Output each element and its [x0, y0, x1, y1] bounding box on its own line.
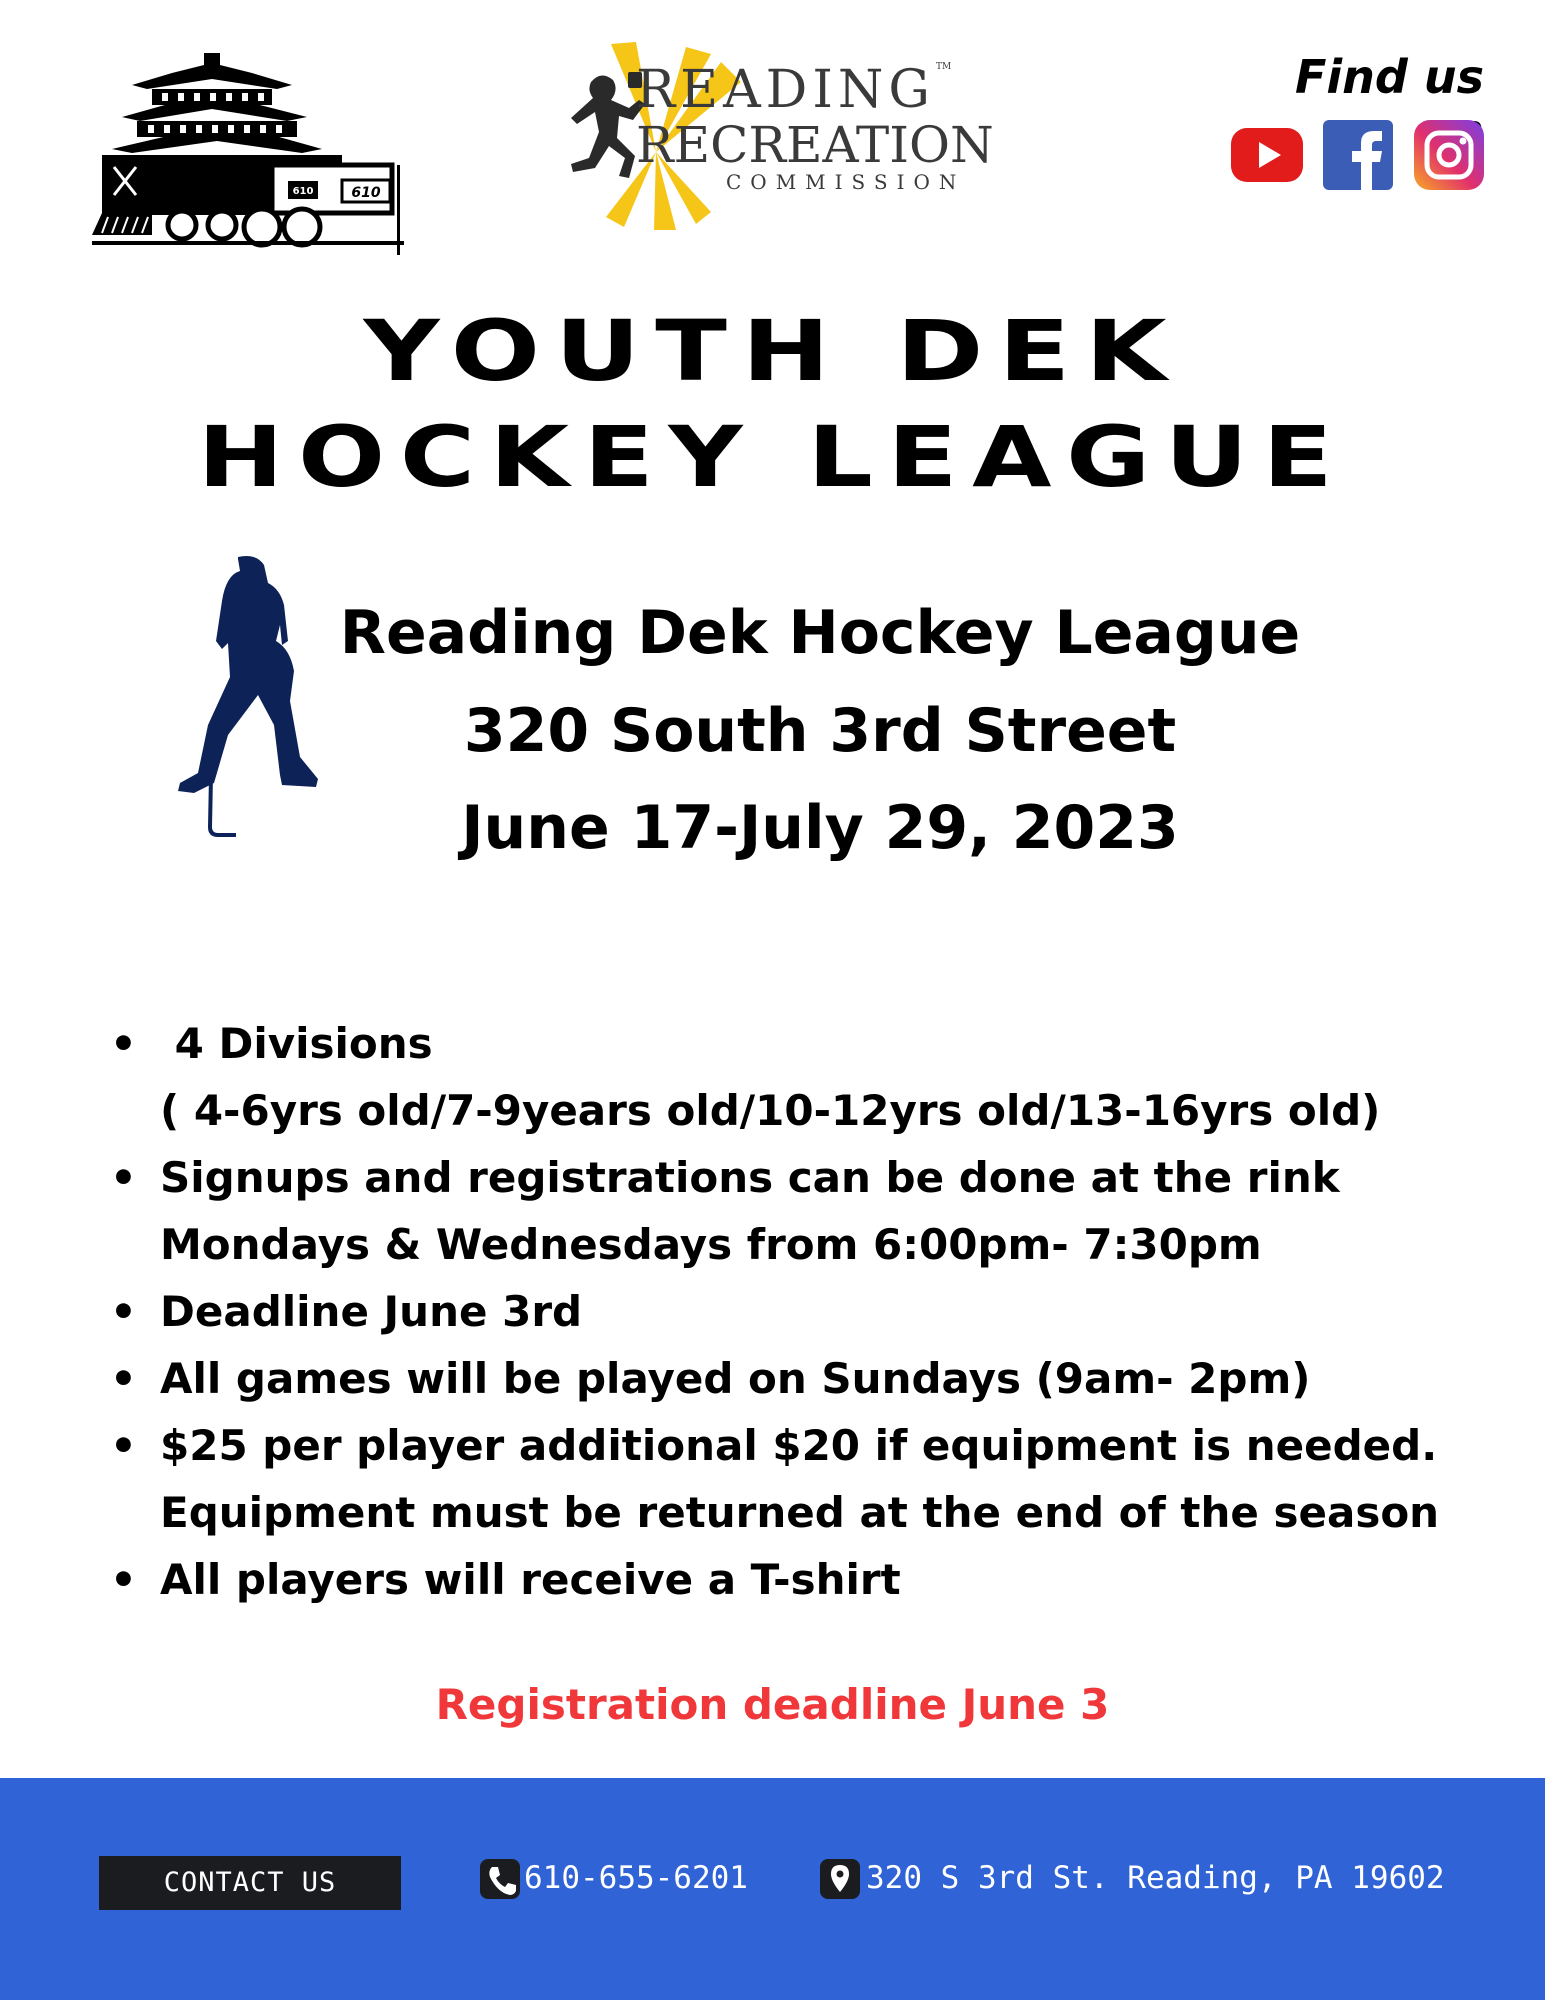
list-item-text: ( 4-6yrs old/7-9years old/10-12yrs old/13-16yrs old) [160, 1086, 1381, 1135]
registration-deadline-note: Registration deadline June 3 [435, 1680, 1110, 1729]
league-name: Reading Dek Hockey League [339, 598, 1301, 668]
logo-word-recreation: RECREATION [636, 116, 994, 174]
list-item-text: Equipment must be returned at the end of the season [160, 1488, 1440, 1537]
list-item [108, 1546, 1488, 1613]
title-line-2: HOCKEY LEAGUE [197, 408, 1348, 506]
list-item-text: • Deadline June 3rd [160, 1287, 583, 1336]
logo-word-reading: READING [636, 60, 935, 120]
reading-recreation-commission-logo [536, 42, 1006, 232]
list-item [108, 1412, 1488, 1546]
footer-address: 320 S 3rd St. Reading, PA 19602 [866, 1860, 1445, 1896]
contact-us-button[interactable]: CONTACT US [99, 1856, 401, 1910]
footer-phone-link[interactable]: 610-655-6201 [524, 1860, 748, 1896]
logo-badge-text: 610 [351, 185, 381, 201]
list-item [108, 1278, 1488, 1345]
list-item [108, 1010, 1488, 1144]
list-item [108, 1345, 1488, 1412]
list-item-text: Mondays & Wednesdays from 6:00pm- 7:30pm [160, 1220, 1262, 1269]
list-item-text: • 4 Divisions [160, 1019, 433, 1068]
youtube-icon[interactable] [1231, 120, 1303, 190]
title-line-1: YOUTH DEK [363, 302, 1182, 400]
logo-badge-text-small: 610 [292, 186, 314, 197]
phone-icon [480, 1859, 520, 1899]
list-item [108, 1144, 1488, 1278]
logo-word-commission: COMMISSION [726, 170, 966, 194]
logo-trademark: TM [936, 62, 952, 72]
list-item-text: • All players will receive a T-shirt [160, 1555, 901, 1604]
league-address: 320 South 3rd Street [463, 696, 1177, 766]
list-item-text: • All games will be played on Sundays (9am- 2pm) [160, 1354, 1311, 1403]
facebook-icon[interactable] [1323, 120, 1393, 190]
list-item-text: • Signups and registrations can be done at the rink [160, 1153, 1340, 1202]
find-us-heading: Find us [1294, 50, 1484, 104]
location-pin-icon [820, 1859, 860, 1899]
details-list [108, 1010, 1488, 1613]
pagoda-train-logo [92, 45, 404, 255]
instagram-icon[interactable] [1414, 120, 1484, 190]
list-item-text: • $25 per player additional $20 if equipment is needed. [160, 1421, 1438, 1470]
league-dates: June 17-July 29, 2023 [461, 793, 1179, 863]
